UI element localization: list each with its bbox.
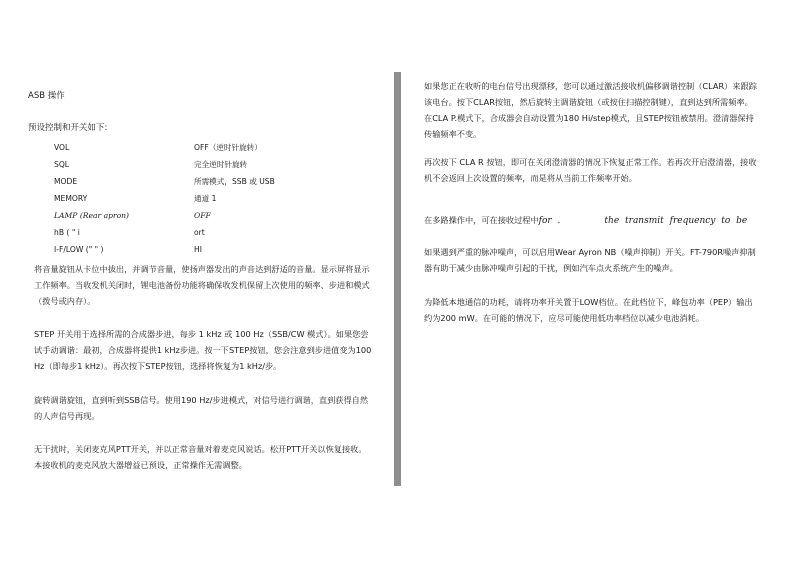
control-value: ort [194, 228, 205, 237]
intro-text: 预设控制和开关如下: [28, 123, 108, 133]
control-value: 通道 1 [194, 194, 217, 203]
control-row [54, 190, 354, 207]
control-name: SQL [54, 160, 70, 169]
paragraph-clarifier: 如果您正在收听的电台信号出现漂移，您可以通过激活接收机偏移调谐控制（CLAR）来跟踪该电台。按下CLAR按钮，然后旋转主调谐旋钮（或按住扫描控制键），直到达到所需频率。在CLA P.模式下，合成器会自动设置为180 Hi/step模式，且STEP按钮被禁用。澄清器保持传输频率不变。 [424, 81, 757, 139]
control-name: MODE [54, 177, 78, 186]
control-value: 完全逆时针旋转 [194, 160, 248, 169]
control-row [54, 139, 354, 156]
paragraph-power: 为降低本地通信的功耗，请将功率开关置于LOW档位。在此档位下，峰包功率（PEP）输出约为200 mW。在可能的情况下，应尽可能使用低功率档位以减少电池消耗。 [424, 297, 753, 323]
control-name: hB ( " i [54, 228, 80, 237]
section-title: ASB 操作 [28, 91, 65, 101]
left-page [28, 68, 380, 488]
control-name: MEMORY [54, 194, 88, 203]
split-text-italic-end: the transmit frequency to be [604, 216, 748, 226]
control-name: LAMP (Rear apron) [54, 211, 130, 220]
paragraph-step: STEP 开关用于选择所需的合成器步进，每步 1 kHz 或 100 Hz（SSB/CW 模式）。如果您尝试手动调谐：最初，合成器将提供1 kHz步进。按一下STEP按钮，您会注意到步进值变为100 Hz（即每步1 kHz）。再次按下STEP按钮，选择将恢复为1 kHz/步。 [34, 329, 372, 371]
paragraph-tuning: 旋转调谐旋钮，直到听到SSB信号。使用190 Hz/步进模式，对信号进行调谐，直到获得自然的人声信号再现。 [34, 395, 369, 421]
control-value: OFF [194, 211, 211, 220]
preset-controls-table [54, 139, 354, 258]
page-divider [394, 72, 401, 486]
paragraph-clarifier-off: 再次按下 CLA R 按钮，即可在关闭澄清器的情况下恢复正常工作。若再次开启澄清器，接收机不会返回上次设置的频率，而是将从当前工作频率开始。 [424, 157, 757, 183]
control-row [54, 207, 354, 224]
paragraph-noise-blanker: 如果遇到严重的脉冲噪声，可以启用Wear Ayron NB（噪声抑制）开关。FT-790R噪声抑制器有助于减少由脉冲噪声引起的干扰，例如汽车点火系统产生的噪声。 [424, 247, 756, 273]
control-name: VOL [54, 143, 70, 152]
control-row [54, 173, 354, 190]
paragraph-split [424, 212, 760, 229]
control-row [54, 224, 354, 241]
paragraph-volume: 将音量旋钮从卡位中拔出，并调节音量，使扬声器发出的声音达到舒适的音量。显示屏将显示工作频率。当收发机关闭时，锂电池备份功能将确保收发机保留上次使用的频率、步进和模式（拨号或内存）。 [34, 264, 370, 306]
control-value: 所需模式，SSB 或 USB [194, 177, 275, 186]
control-row [54, 241, 354, 258]
right-page [420, 68, 760, 488]
control-row [54, 156, 354, 173]
split-text-italic: for . [538, 216, 561, 226]
paragraph-ptt: 无干扰时，关闭麦克风PTT开关，并以正常音量对着麦克风说话。松开PTT开关以恢复接收。本接收机的麦克风放大器增益已预设，正常操作无需调整。 [34, 444, 367, 470]
control-name: I-F/LOW (" " ) [54, 245, 104, 254]
control-value: HI [194, 245, 202, 254]
split-text: 在多路操作中，可在接收过程中 [424, 215, 539, 225]
control-value: OFF（逆时针旋转） [194, 143, 262, 152]
